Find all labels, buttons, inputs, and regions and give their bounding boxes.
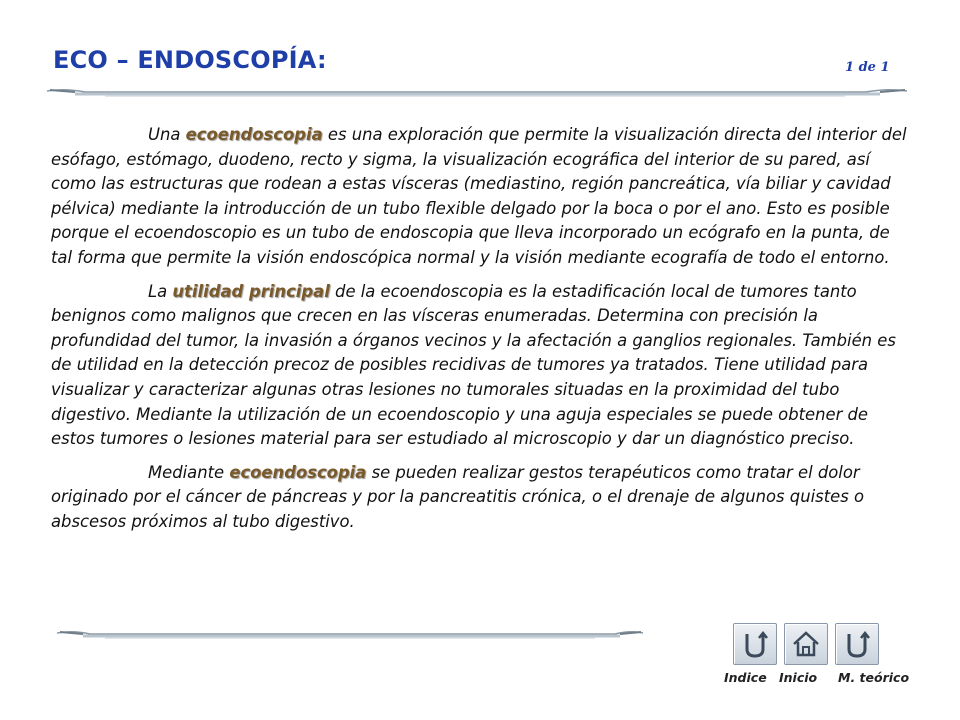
home-icon xyxy=(785,624,827,664)
bottom-divider xyxy=(55,625,645,643)
emphasis-term: utilidad principal xyxy=(172,281,330,301)
indice-button[interactable] xyxy=(733,623,777,667)
top-divider xyxy=(45,82,910,102)
inicio-label[interactable]: Inicio xyxy=(779,670,818,685)
u-turn-icon xyxy=(836,624,878,664)
teorico-label[interactable]: M. teórico xyxy=(838,670,910,685)
indice-label[interactable]: Indice xyxy=(724,670,767,685)
page-indicator: 1 de 1 xyxy=(845,60,890,75)
paragraph-3: Mediante ecoendoscopia se pueden realizar gestos terapéuticos como tratar el dolor originado por el cáncer de páncreas y por la pancreatitis crónica, o el drenaje de algunos quistes o abscesos próximos al tubo digestivo. xyxy=(51,462,864,531)
emphasis-term: ecoendoscopia xyxy=(185,125,323,144)
teorico-button[interactable] xyxy=(835,623,879,667)
emphasis-term: ecoendoscopia xyxy=(229,462,367,482)
u-turn-icon xyxy=(734,624,776,664)
inicio-button[interactable] xyxy=(784,623,828,667)
content-body xyxy=(51,123,911,544)
paragraph-1: Una ecoendoscopia es una exploración que permite la visualización directa del interior del esófago, estómago, duodeno, recto y sigma, la visualización ecográfica del interior de su pared, así como las estructuras que rodean a estas vísceras (mediastino, región pancreática, vía biliar y cavidad pélvica) mediante la introducción de un tubo flexible delgado por la boca o por el ano. Esto es posible porque el ecoendoscopio es un tubo de endoscopia que lleva incorporado un ecógrafo en la punta, de tal forma que permite la visión endoscópica normal y la visión mediante ecografía de todo el entorno. xyxy=(51,125,907,267)
page-title: ECO – ENDOSCOPÍA: xyxy=(53,46,327,74)
paragraph-2: La utilidad principal de la ecoendoscopia es la estadificación local de tumores tanto benignos como malignos que crecen en las vísceras enumeradas. Determina con precisión la profundidad del tumor, la invasión a órganos vecinos y la afectación a ganglios regionales. También es de utilidad en la detección precoz de posibles recidivas de tumores ya tratados. Tiene utilidad para visualizar y caracterizar algunas otras lesiones no tumorales situadas en la proximidad del tubo digestivo. Mediante la utilización de un ecoendoscopio y una aguja especiales se puede obtener de estos tumores o lesiones material para ser estudiado al microscopio y dar un diagnóstico preciso. xyxy=(51,281,896,449)
